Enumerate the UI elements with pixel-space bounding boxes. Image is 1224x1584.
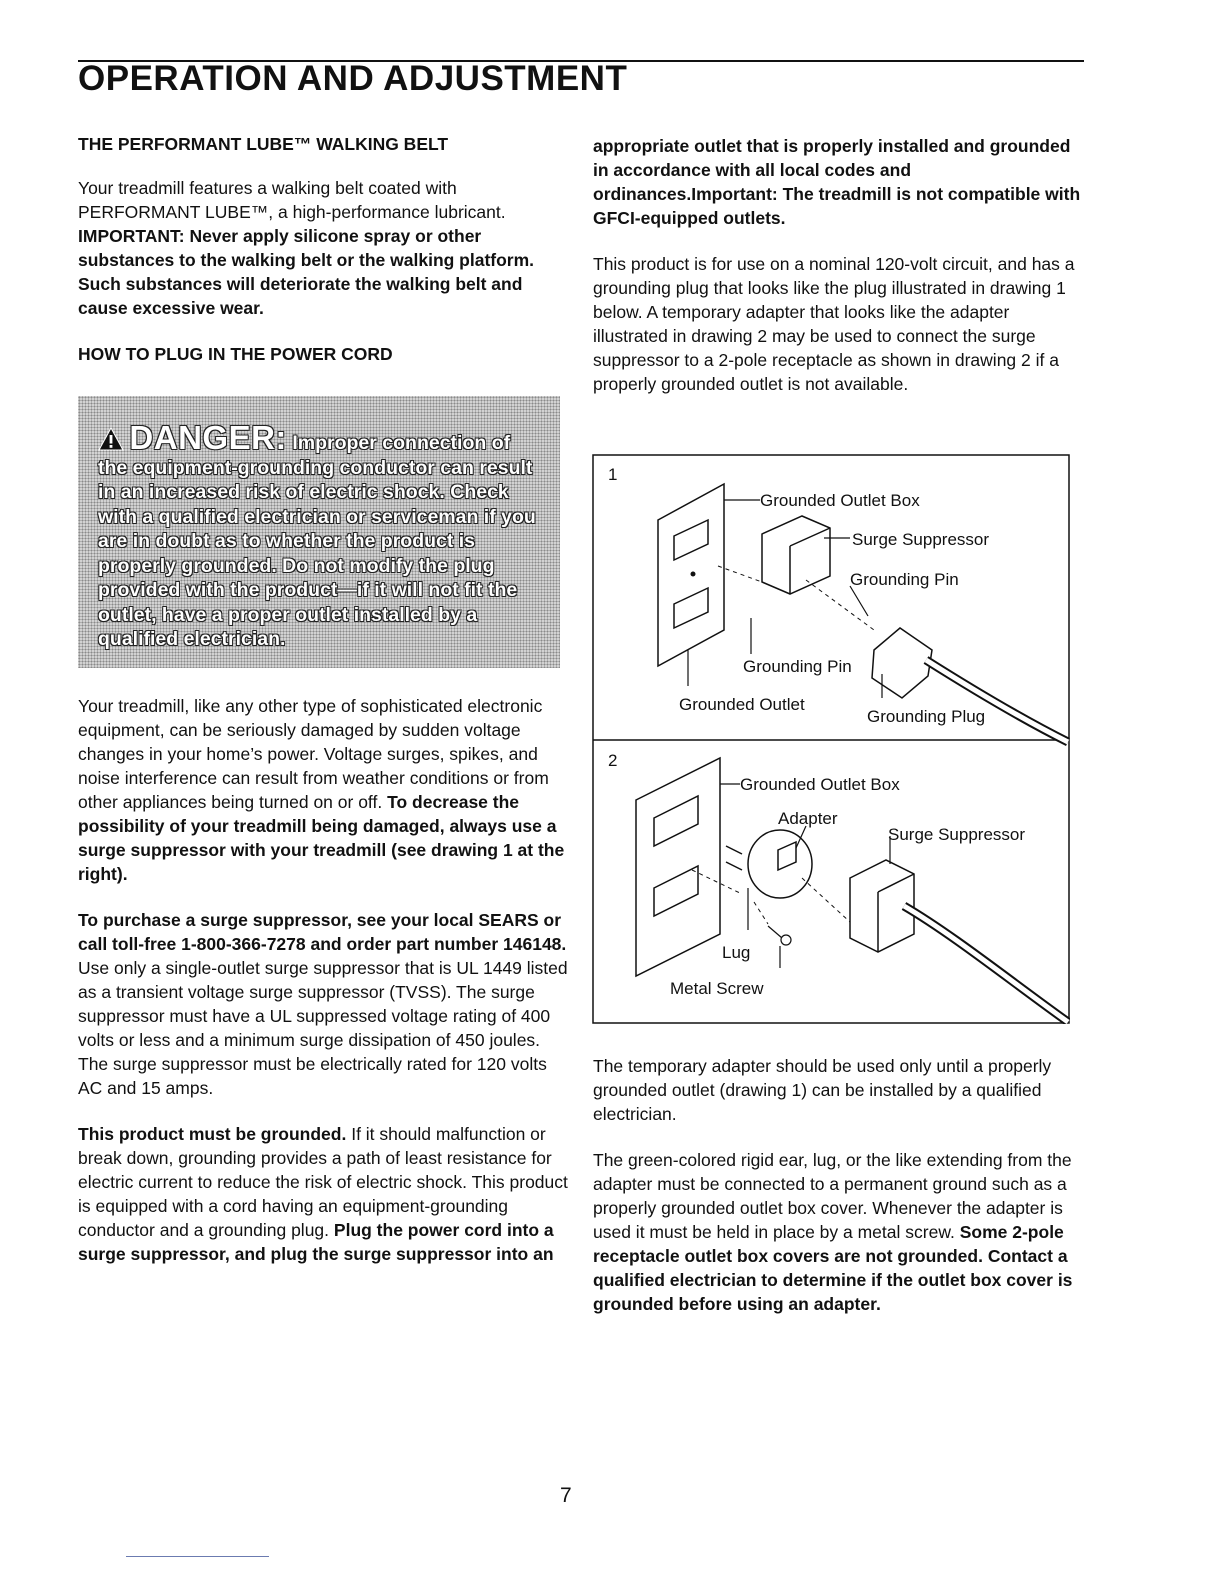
grounded-bold: This product must be grounded. xyxy=(78,1124,347,1144)
purchase-text: Use only a single-outlet surge suppressor that is UL 1449 listed as a transient voltage surge suppressor (TVSS). The surge suppressor must have a UL suppressed voltage rating of 400 volts or less and a minimum surge dissipation of 450 joules. The surge suppressor must be electrically rated for 120 volts AC and 15 amps. xyxy=(78,958,568,1098)
grounded-paragraph xyxy=(78,1122,568,1266)
right-column-bottom xyxy=(593,1054,1083,1338)
label-grounded-outlet-box-2: Grounded Outlet Box xyxy=(740,775,900,794)
label-grounding-pin-right: Grounding Pin xyxy=(850,570,959,589)
right-column-top xyxy=(593,134,1083,418)
page-title: OPERATION AND ADJUSTMENT xyxy=(78,59,628,98)
outlet-diagram xyxy=(592,454,1070,1024)
cord-heading: HOW TO PLUG IN THE POWER CORD xyxy=(78,344,393,364)
surge-paragraph xyxy=(78,694,568,886)
page-number: 7 xyxy=(560,1484,572,1507)
left-column-bottom xyxy=(78,694,568,1288)
label-surge-suppressor-1: Surge Suppressor xyxy=(852,530,990,549)
purchase-paragraph xyxy=(78,908,568,1100)
purchase-bold: To purchase a surge suppressor, see your local SEARS or call toll-free 1-800-366-7278 and order part number 146148. xyxy=(78,910,567,954)
warning-icon xyxy=(98,427,124,451)
belt-important: IMPORTANT: Never apply silicone spray or other substances to the walking belt or the walking platform. Such substances will deteriorate the walking belt and cause excessive wear. xyxy=(78,226,535,318)
circuit-paragraph: This product is for use on a nominal 120-volt circuit, and has a grounding plug that looks like the plug illustrated in drawing 1 below. A temporary adapter that looks like the adapter illustrated in drawing 2 may be used to connect the surge suppressor to a 2-pole receptacle as shown in drawing 2 if a properly grounded outlet is not available. xyxy=(593,254,1075,394)
drawing-1-number: 1 xyxy=(608,465,618,484)
danger-message xyxy=(98,419,543,652)
label-surge-suppressor-2: Surge Suppressor xyxy=(888,825,1026,844)
surge-bold: To decrease the possibility of your treadmill being damaged, always use a surge suppressor with your treadmill (see drawing 1 at the right). xyxy=(78,792,565,884)
grounded-bold-2: Plug the power cord into a surge suppressor, and plug the surge suppressor into an xyxy=(78,1220,554,1264)
danger-text: Improper connection of the equipment-grounding conductor can result in an increased risk of electric shock. Check with a qualified electrician or serviceman if you are in doubt as to whether the product is properly grounded. Do not modify the plug provided with the product—if it will not fit the outlet, have a proper outlet installed by a qualified electrician. xyxy=(98,432,536,650)
ear-bold: Some 2-pole receptacle outlet box covers are not grounded. Contact a qualified electrician to determine if the outlet box cover is grounded before using an adapter. xyxy=(593,1222,1073,1314)
label-grounding-plug: Grounding Plug xyxy=(867,707,986,726)
danger-box xyxy=(78,396,560,668)
belt-heading: THE PERFORMANT LUBE™ WALKING BELT xyxy=(78,134,449,154)
grounded-text: If it should malfunction or break down, grounding provides a path of least resistance for electric current to reduce the risk of electric shock. This product is equipped with a cord having an equipment-grounding conductor and a grounding plug. xyxy=(78,1124,568,1240)
adapter-paragraph: The temporary adapter should be used only until a properly grounded outlet (drawing 1) can be installed by a qualified electrician. xyxy=(593,1056,1052,1124)
label-adapter: Adapter xyxy=(778,809,838,828)
label-grounded-outlet-box-1: Grounded Outlet Box xyxy=(760,491,920,510)
left-column-top xyxy=(78,132,568,386)
ear-paragraph xyxy=(593,1148,1083,1316)
ear-text: The green-colored rigid ear, lug, or the like extending from the adapter must be connected to a permanent ground such as a properly grounded outlet box cover. Whenever the adapter is used it must be held in place by a metal screw. xyxy=(593,1150,1072,1242)
label-lug: Lug xyxy=(722,943,751,962)
drawing-2-number: 2 xyxy=(608,751,618,770)
belt-text: Your treadmill features a walking belt coated with PERFORMANT LUBE™, a high-performance lubricant. xyxy=(78,178,506,222)
belt-paragraph xyxy=(78,176,568,320)
surge-text: Your treadmill, like any other type of sophisticated electronic equipment, can be seriously damaged by sudden voltage changes in your home’s power. Voltage surges, spikes, and noise interference can result from weather conditions or from other appliances being turned on or off. xyxy=(78,696,549,812)
footer-rule xyxy=(126,1556,269,1557)
label-grounding-pin-bottom: Grounding Pin xyxy=(743,657,852,676)
label-metal-screw: Metal Screw xyxy=(670,979,764,998)
continued-bold: appropriate outlet that is properly installed and grounded in accordance with all local codes and ordinances.Important: The treadmill is not compatible with GFCI-equipped outlets. xyxy=(593,136,1081,228)
danger-label: DANGER: xyxy=(129,419,287,456)
label-grounded-outlet: Grounded Outlet xyxy=(679,695,805,714)
